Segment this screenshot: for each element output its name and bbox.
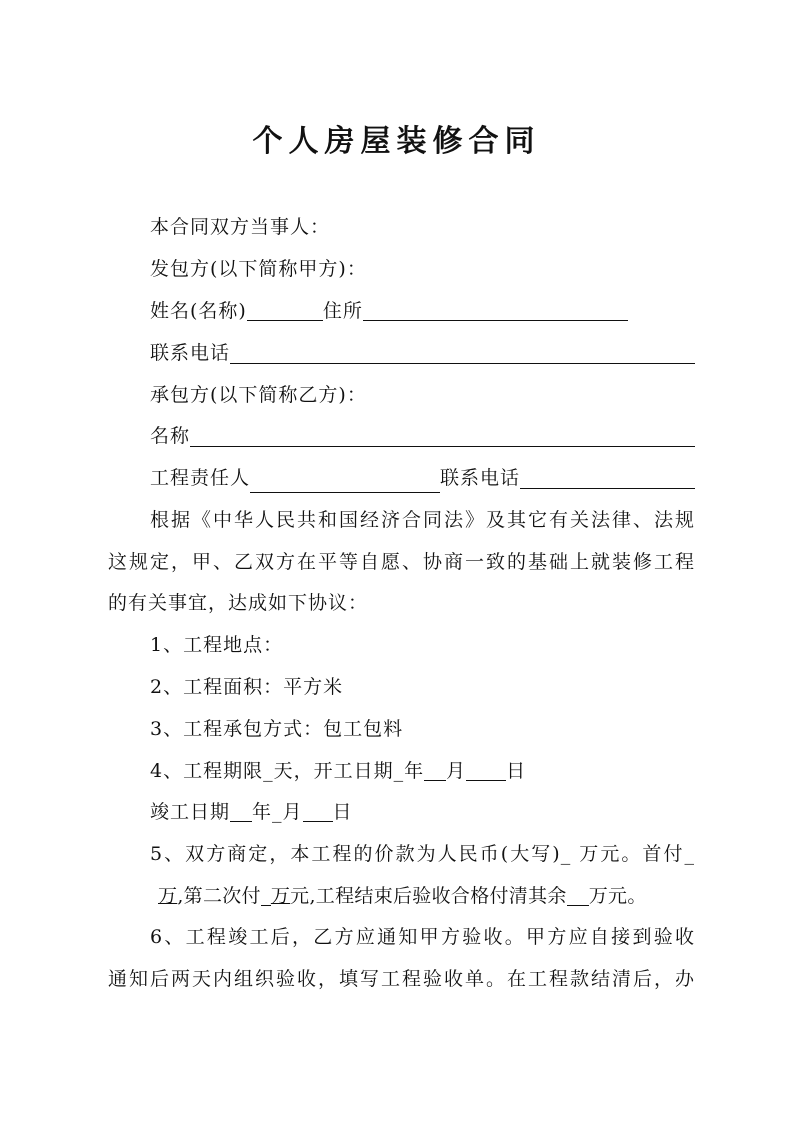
intro-text: 本合同双方当事人：	[150, 216, 331, 238]
item-4-text-a: 4、工程期限_天，开工日期_年	[150, 760, 425, 782]
party-a-address-label: 住所	[322, 300, 363, 322]
preamble-line-2: 这规定，甲、乙双方在平等自愿、协商一致的基础上就装修工程	[108, 551, 695, 573]
party-b-phone-label: 联系电话	[440, 467, 521, 489]
party-a-phone-label: 联系电话	[150, 342, 231, 364]
item-4-row-1	[150, 756, 695, 786]
completion-day-blank[interactable]	[303, 799, 333, 822]
party-b-name-blank[interactable]	[190, 424, 695, 447]
item-6-line-2: 通知后两天内组织验收，填写工程验收单。在工程款结清后，办	[108, 968, 695, 990]
party-b-heading: 承包方(以下简称乙方)：	[150, 384, 367, 406]
party-a-name-blank[interactable]	[247, 298, 323, 321]
item-4-text-c: 日	[506, 760, 527, 782]
second-payment-unit: 万	[270, 885, 291, 907]
party-a-phone-blank[interactable]	[230, 341, 695, 364]
party-a-name-label: 姓名(名称)	[150, 300, 247, 322]
item-4-text-f: 日	[332, 801, 353, 823]
preamble-line-1: 根据《中华人民共和国经济合同法》及其它有关法律、法规	[150, 509, 695, 531]
item-4-text-e: 年_月	[252, 801, 303, 823]
preamble-line-3: 的有关事宜，达成如下协议：	[108, 592, 369, 614]
item-1: 1、工程地点：	[150, 634, 284, 656]
item-4-row-2	[150, 797, 695, 827]
party-b-manager-blank[interactable]	[250, 470, 440, 493]
completion-year-blank[interactable]	[230, 799, 252, 822]
remaining-payment-blank[interactable]	[567, 883, 589, 906]
party-a-heading: 发包方(以下简称甲方)：	[150, 258, 367, 280]
item-5-line-1: 5、双方商定，本工程的价款为人民币(大写)_ 万元。首付_	[150, 843, 695, 865]
party-a-name-row	[150, 296, 695, 326]
item-2: 2、工程面积：平方米	[150, 676, 344, 698]
party-b-name-label: 名称	[150, 425, 191, 447]
item-3: 3、工程承包方式：包工包料	[150, 718, 404, 740]
item-6-line-1: 6、工程竣工后，乙方应通知甲方验收。甲方应自接到验收	[150, 926, 695, 948]
item-4-text-d: 竣工日期	[150, 801, 231, 823]
item-5-text-b2: ,第二次付	[177, 885, 261, 907]
spacer	[150, 884, 158, 906]
party-b-phone-blank[interactable]	[520, 466, 695, 489]
item-4-text-b: 月	[446, 760, 467, 782]
party-b-manager-row	[150, 463, 695, 493]
month-blank[interactable]	[424, 758, 446, 781]
first-payment-unit: 万	[158, 885, 178, 907]
party-b-manager-label: 工程责任人	[150, 467, 251, 489]
second-payment-blank[interactable]	[261, 883, 271, 906]
party-b-name-row	[150, 421, 695, 451]
item-5-text-b5: 万元。	[588, 885, 647, 907]
item-5-text-b4: 元,工程结束后验收合格付清其余	[290, 885, 567, 907]
party-a-address-blank[interactable]	[363, 298, 628, 321]
item-5-line-2	[150, 881, 695, 911]
day-blank[interactable]	[466, 758, 506, 781]
contract-title: 个人房屋装修合同	[252, 124, 541, 159]
party-a-phone-row	[150, 338, 695, 368]
